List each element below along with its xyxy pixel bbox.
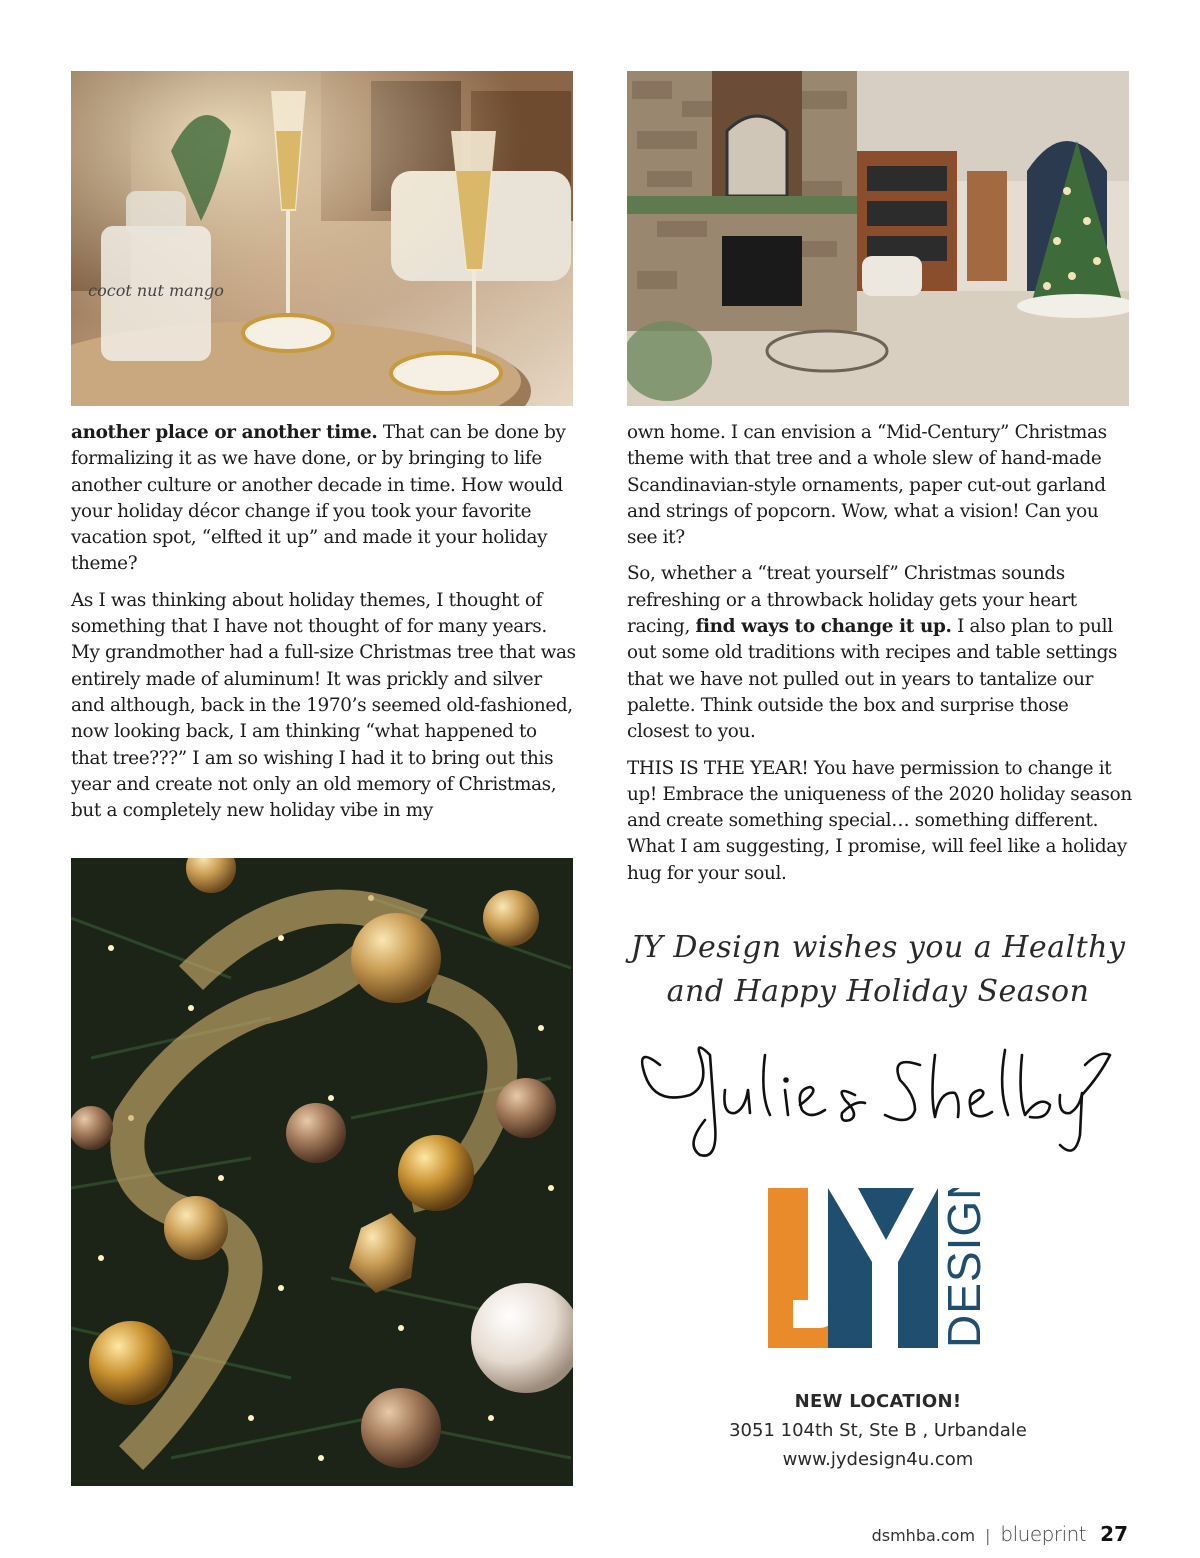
holiday-wish-line-2: and Happy Holiday Season: [666, 974, 1090, 1009]
left-paragraph-1-bold: another place or another time.: [71, 422, 378, 443]
website-link[interactable]: www.jydesign4u.com: [782, 1449, 974, 1470]
footer-separator: |: [985, 1526, 991, 1545]
store-address: 3051 104th St, Ste B , Urbandale: [729, 1420, 1027, 1441]
left-paragraph-2: As I was thinking about holiday themes, I thought of something that I have not thought of for many years. My grandmother had a full-size Christmas tree that was entirely made of aluminum! It was prickly and silver and although, back in the 1970’s seemed old-fashioned, now looking back, I am thinking “what happened to that tree???” I am so wishing I had it to bring out this year and create not only an old memory of Christmas, but a completely new holiday vibe in my: [71, 589, 576, 822]
gold-ornaments-christmas-tree-photo: [71, 858, 573, 1486]
right-paragraph-2-end: I also plan to pull out some old traditions with recipes and table settings that we have not pulled out in years to tantalize our palette. Think outside the box and surprise those closest to you.: [627, 616, 1118, 743]
holiday-wish-line-1: JY Design wishes you a Healthy: [630, 930, 1126, 965]
article-column-right: [627, 420, 1133, 897]
right-paragraph-2: [627, 561, 1133, 745]
living-room-fireplace-christmas-tree-photo: [627, 71, 1129, 406]
footer-magazine-name: blueprint: [1000, 1522, 1087, 1546]
page-number: 27: [1100, 1522, 1128, 1546]
holiday-wish-text: [627, 926, 1129, 1014]
new-location-heading: NEW LOCATION!: [794, 1391, 962, 1412]
page-footer: [872, 1522, 1128, 1546]
left-paragraph-1-text: That can be done by formalizing it as we have done, or by bringing to life another culture or another decade in time. How would your holiday décor change if you took your favorite vacation spot, “elfted it up” and made it your holiday theme?: [71, 422, 566, 575]
logo-design-word: DESIGN: [938, 1188, 988, 1348]
right-paragraph-2-start: So, whether a “treat yourself” Christmas sounds refreshing or a throwback holiday gets your heart racing,: [627, 563, 1077, 638]
right-paragraph-1: own home. I can envision a “Mid-Century” Christmas theme with that tree and a whole slew of hand-made Scandinavian-style ornaments, paper cut-out garland and strings of popcorn. Wow, what a vision! Can you see it?: [627, 422, 1107, 549]
julie-shelby-signature: [630, 1035, 1120, 1165]
candle-label-text: cocot nut mango: [88, 281, 224, 300]
right-paragraph-2-bold: find ways to change it up.: [695, 616, 952, 638]
article-column-left: [71, 420, 576, 834]
footer-site: dsmhba.com: [871, 1526, 976, 1545]
holiday-table-champagne-photo: [71, 71, 573, 406]
jy-design-logo: [768, 1188, 988, 1358]
left-paragraph-1: [71, 420, 576, 578]
right-paragraph-3: THIS IS THE YEAR! You have permission to change it up! Embrace the uniqueness of the 2020 holiday season and create something special… something different. What I am suggesting, I promise, will feel like a holiday hug for your soul.: [627, 757, 1132, 884]
